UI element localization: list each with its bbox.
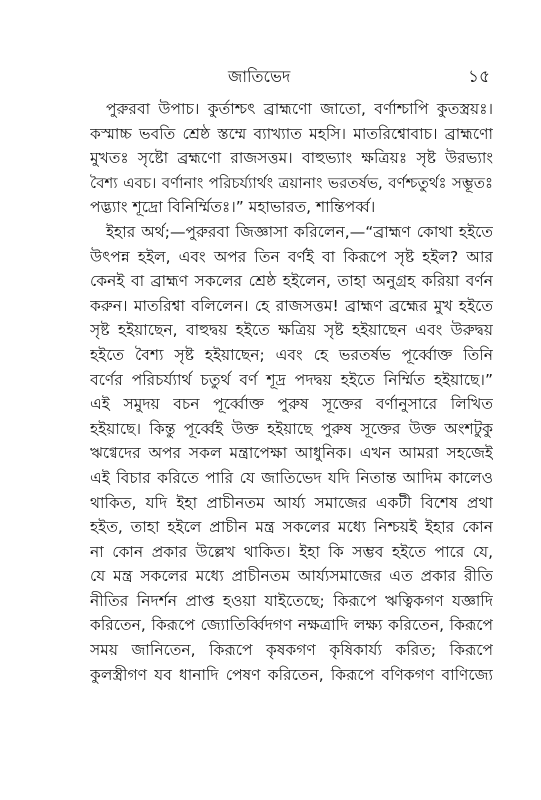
text-line: না কোন প্রকার উল্লেখ থাকিত। ইহা কি সম্ভব হইতে পারে যে,	[90, 542, 493, 561]
text-line: নীতির নিদর্শন প্রাপ্ত হওয়া যাইতেছে; কিরূপে ঋত্বিকগণ যজ্ঞাদি	[90, 591, 493, 610]
text-line: মুখতঃ সৃষ্টো ব্রহ্মণো রাজসত্তম। বাহুভ্যাং ক্ষত্রিয়ঃ সৃষ্ট উরভ্যাং	[90, 149, 493, 168]
page-header	[90, 66, 490, 92]
text-line: পুরুরবা উপাচ। কুর্তাশ্চৎ ব্রাহ্মণো জাতো, বর্ণাশ্চাপি কুতস্ত্রয়ঃ।	[106, 100, 493, 118]
text-line: পদ্ভ্যাং শূদ্রো বিনির্ম্মিতঃ।” মহাভারত, শান্তিপর্ব্ব।	[90, 198, 376, 217]
body-text	[90, 97, 493, 687]
text-line: যে মন্ত্র সকলের মধ্যে প্রাচীনতম আর্য্যসমাজের এত প্রকার রীতি	[90, 567, 493, 586]
text-line: কুলস্ত্রীগণ যব ধানাদি পেষণ করিতেন, কিরূপে বণিকগণ বাণিজ্যে	[90, 665, 493, 684]
text-line: ঋগ্বেদের অপর সকল মন্ত্রাপেক্ষা আধুনিক। এখন আমরা সহজেই	[90, 444, 493, 463]
text-line: করুন। মাতরিশ্বা বলিলেন। হে রাজসত্তম! ব্রাহ্মণ ব্রহ্মের মুখ হইতে	[90, 296, 493, 315]
text-line: হইতে বৈশ্য সৃষ্ট হইয়াছেন; এবং হে ভরতর্ষভ পূর্ব্বোক্ত তিনি	[90, 345, 493, 364]
text-line: বর্ণের পরিচর্য্যার্থ চতুর্থ বর্ণ শূদ্র পদদ্বয় হইতে নির্ম্মিত হইয়াছে।”	[90, 370, 493, 389]
text-line: সৃষ্ট হইয়াছেন, বাহুদ্বয় হইতে ক্ষত্রিয় সৃষ্ট হইয়াছেন এবং উরুদ্বয়	[90, 321, 493, 340]
text-line: সময় জানিতেন, কিরূপে কৃষকগণ কৃষিকার্য্য করিত; কিরূপে	[90, 641, 493, 660]
page-number: ১৫	[467, 67, 490, 87]
text-line: এই বিচার করিতে পারি যে জাতিভেদ যদি নিতান্ত আদিম কালেও	[90, 468, 493, 487]
text-line: ইহার অর্থ;—পুরুরবা জিজ্ঞাসা করিলেন,—“ব্রাহ্মণ কোথা হইতে	[106, 222, 493, 241]
text-line: বৈশ্য এবচ। বর্ণানাং পরিচর্য্যার্থং ত্রয়ানাং ভরতর্ষভ, বর্ণশ্চতুর্থঃ সম্ভূতঃ	[90, 173, 493, 192]
running-title: জাতিভেদ	[228, 67, 291, 86]
text-line: উৎপন্ন হইল, এবং অপর তিন বর্ণই বা কিরূপে সৃষ্ট হইল? আর	[90, 247, 493, 266]
text-line: হইত, তাহা হইলে প্রাচীন মন্ত্র সকলের মধ্যে নিশ্চয়ই ইহার কোন	[90, 518, 493, 537]
text-line: হইয়াছে। কিন্তু পূর্ব্বেই উক্ত হইয়াছে পুরুষ সূক্তের উক্ত অংশটুকু	[90, 419, 493, 438]
text-line: করিতেন, কিরূপে জ্যোতির্ব্বিদগণ নক্ষত্রাদি লক্ষ্য করিতেন, কিরূপে	[90, 616, 493, 635]
text-line: কস্মাচ্চ ভবতি শ্রেষ্ঠ স্তম্মে ব্যাখ্যাত মহসি। মাতরিশ্বোবাচ। ব্রাহ্মণো	[90, 124, 493, 143]
text-line: এই সমুদয় বচন পূর্ব্বোক্ত পুরুষ সূক্তের বর্ণানুসারে লিখিত	[90, 395, 493, 414]
text-line: থাকিত, যদি ইহা প্রাচীনতম আর্য্য সমাজের একটী বিশেষ প্রথা	[90, 493, 493, 512]
text-line: কেনই বা ব্রাহ্মণ সকলের শ্রেষ্ঠ হইলেন, তাহা অনুগ্রহ করিয়া বর্ণন	[90, 272, 493, 291]
